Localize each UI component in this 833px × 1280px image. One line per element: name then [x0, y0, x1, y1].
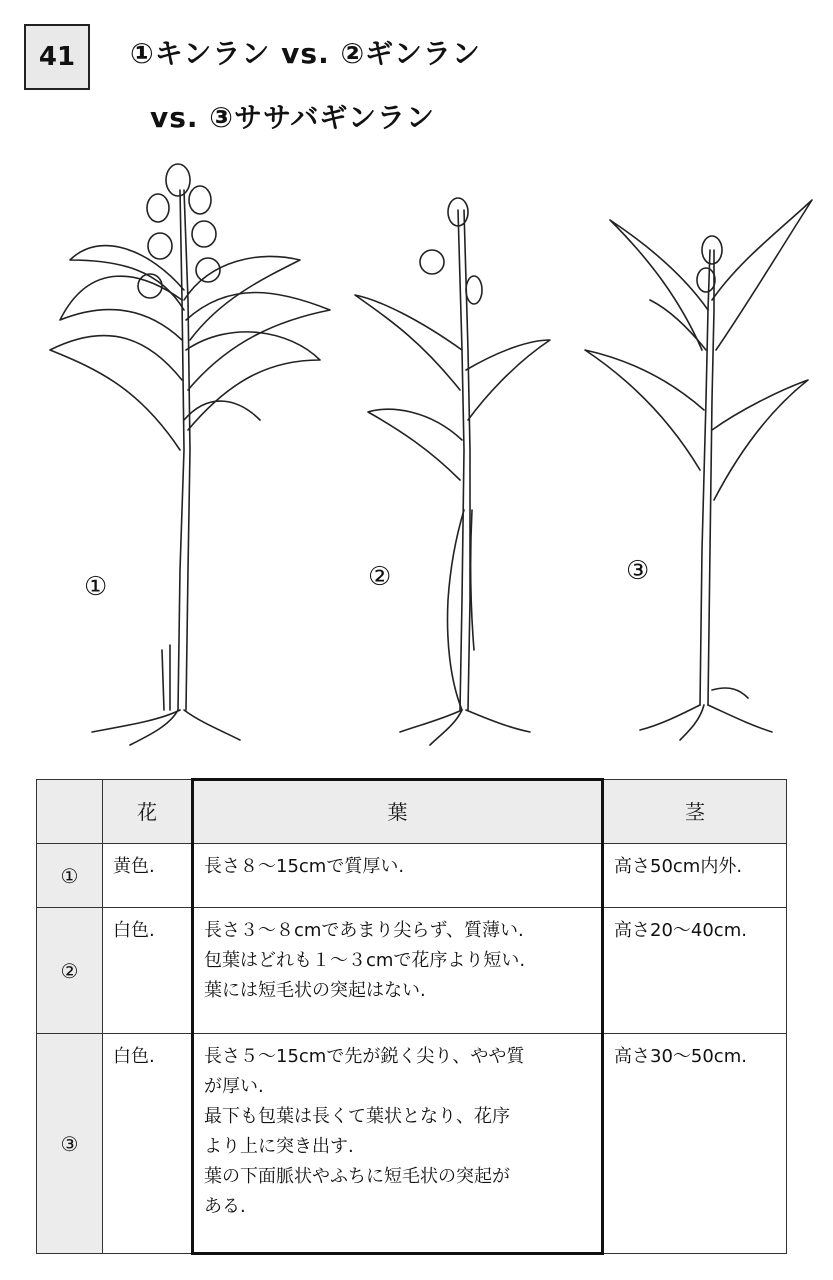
leaf-line: 長さ８〜15cmで質厚い.	[204, 856, 405, 877]
plant-label-3: ③	[626, 556, 650, 586]
row-stem: 高さ30〜50cm.	[603, 1034, 787, 1254]
header-flower: 花	[103, 780, 193, 844]
row-flower: 白色.	[103, 908, 193, 1034]
table-row	[37, 908, 787, 1034]
table-header-row	[37, 780, 787, 844]
row-flower: 黄色.	[103, 844, 193, 908]
leaf-line: 長さ３〜８cmであまり尖らず、質薄い.	[204, 920, 524, 941]
page-title-line-2: vs. ③ササバギンラン	[150, 101, 436, 134]
chapter-number: 41	[24, 24, 90, 90]
plant-label-2: ②	[368, 562, 392, 592]
row-leaf	[193, 844, 603, 908]
row-leaf	[193, 1034, 603, 1254]
leaf-line: より上に突き出す.	[204, 1136, 354, 1157]
leaf-line: 葉には短毛状の突起はない.	[204, 980, 426, 1001]
plant-label-1: ①	[84, 572, 108, 602]
leaf-line: 最下も包葉は長くて葉状となり、花序	[204, 1106, 510, 1127]
row-flower: 白色.	[103, 1034, 193, 1254]
header-index	[37, 780, 103, 844]
leaf-line: 包葉はどれも１〜３cmで花序より短い.	[204, 950, 526, 971]
plant-2-ginran-drawing	[355, 198, 550, 745]
plant-3-sasaba-ginran-drawing	[585, 200, 812, 740]
leaf-line: 長さ５〜15cmで先が鋭く尖り、やや質	[204, 1046, 525, 1067]
plant-illustrations	[0, 150, 833, 750]
plant-1-kinran-drawing	[50, 164, 330, 745]
header-leaf: 葉	[193, 780, 603, 844]
row-stem: 高さ20〜40cm.	[603, 908, 787, 1034]
row-index: ②	[37, 908, 103, 1034]
row-leaf	[193, 908, 603, 1034]
page-title-line-1: ①キンラン vs. ②ギンラン	[130, 37, 481, 70]
leaf-line: ある.	[204, 1196, 246, 1217]
header-stem: 茎	[603, 780, 787, 844]
leaf-line: が厚い.	[204, 1076, 264, 1097]
leaf-line: 葉の下面脈状やふちに短毛状の突起が	[204, 1166, 510, 1187]
row-stem: 高さ50cm内外.	[603, 844, 787, 908]
comparison-table	[36, 778, 787, 1255]
row-index: ①	[37, 844, 103, 908]
table-row	[37, 1034, 787, 1254]
table-row	[37, 844, 787, 908]
row-index: ③	[37, 1034, 103, 1254]
